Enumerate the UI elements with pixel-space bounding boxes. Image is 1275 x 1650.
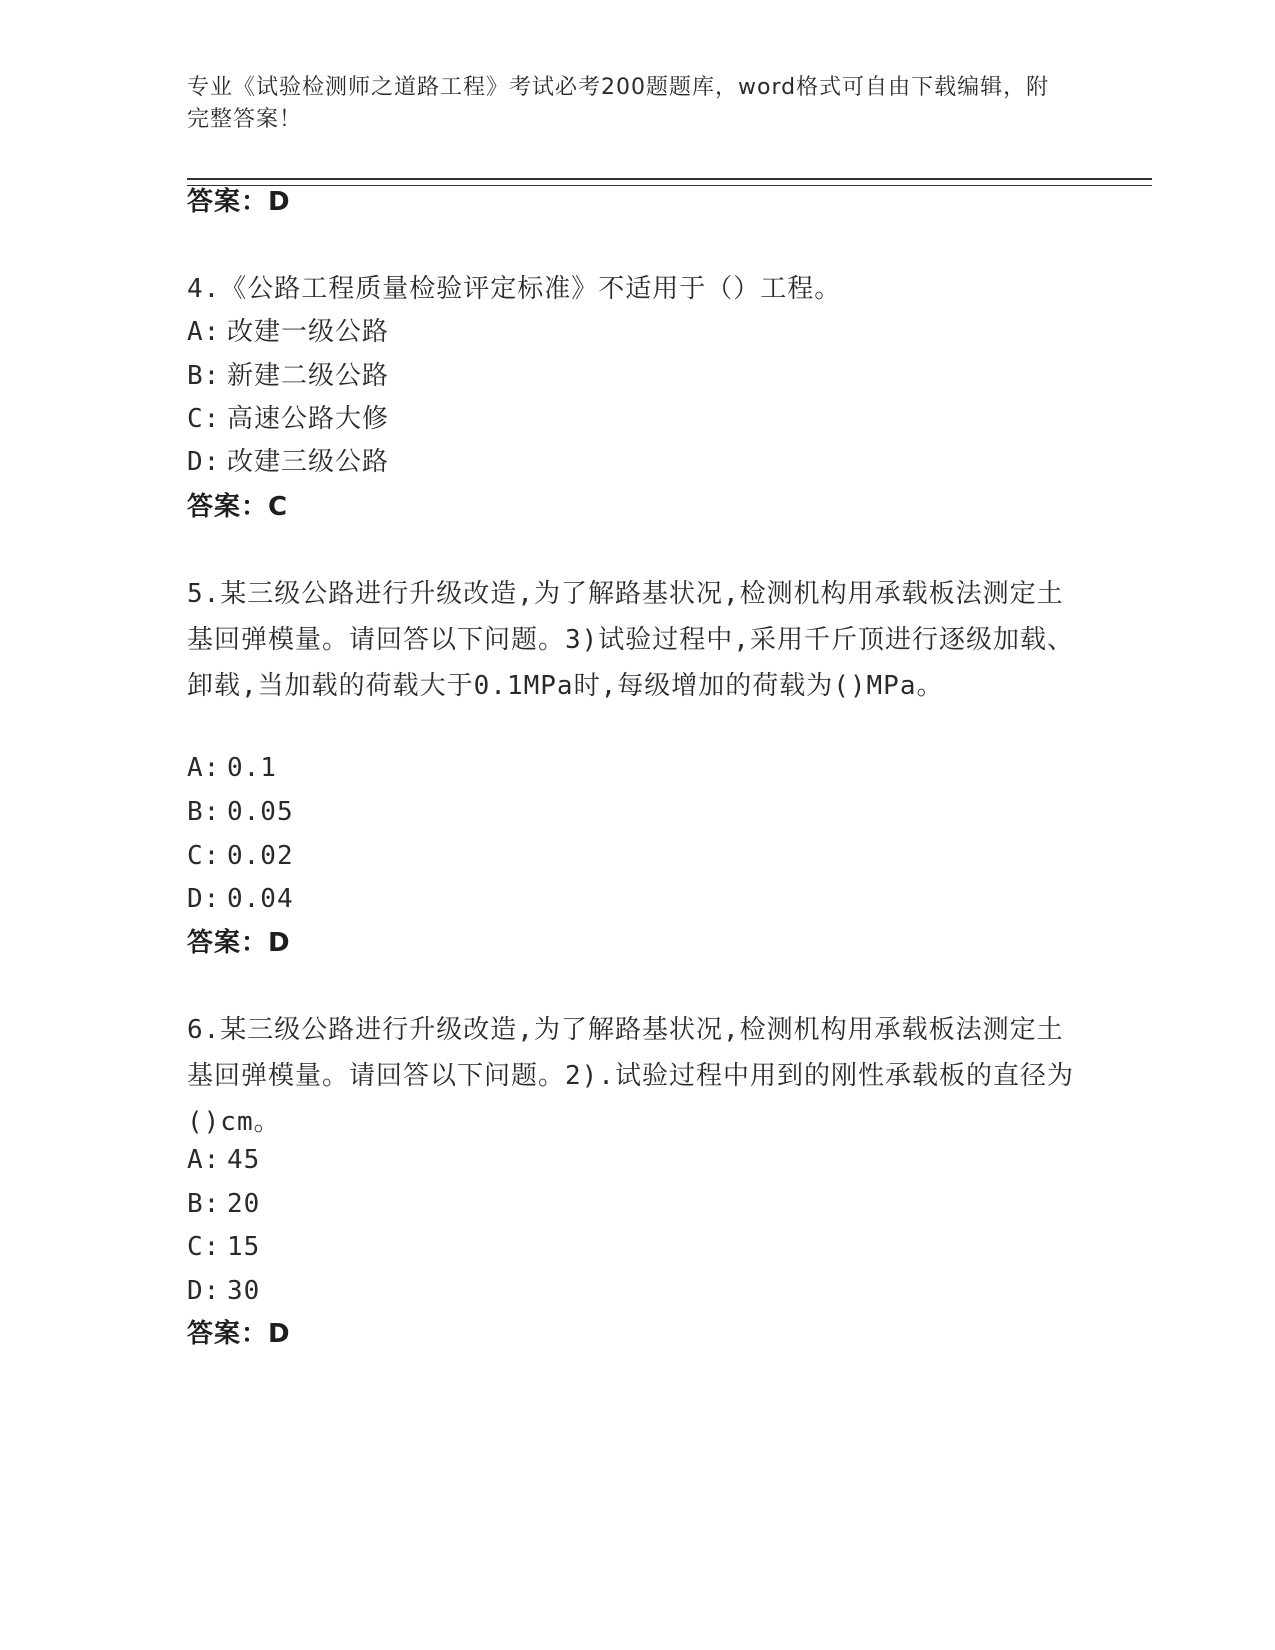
option-5d	[187, 881, 294, 917]
question-5: 5.某三级公路进行升级改造,为了解路基状况,检测机构用承载板法测定土基回弹模量。请回答以下问题。3)试验过程中,采用千斤顶进行逐级加载、卸载,当加载的荷载大于0.1MPa时,每级增加的荷载为()MPa。	[187, 579, 1074, 701]
option-text: 45	[227, 1145, 261, 1175]
option-5b	[187, 794, 294, 830]
option-6d	[187, 1273, 260, 1309]
option-label: D:	[187, 1276, 221, 1306]
option-text: 高速公路大修	[227, 404, 390, 434]
option-label: B:	[187, 797, 221, 827]
option-text: 0.02	[227, 841, 294, 871]
option-4c	[187, 401, 389, 437]
option-5c	[187, 838, 294, 874]
option-6c	[187, 1229, 260, 1265]
document-page	[187, 0, 1152, 1650]
option-text: 30	[227, 1276, 261, 1306]
header-divider	[187, 178, 1152, 186]
option-label: D:	[187, 884, 221, 914]
option-label: C:	[187, 404, 221, 434]
answer-5: 答案：D	[187, 928, 291, 958]
option-text: 15	[227, 1232, 261, 1262]
option-text: 改建一级公路	[227, 317, 390, 347]
option-text: 0.1	[227, 753, 277, 783]
option-5a	[187, 750, 277, 786]
option-text: 0.05	[227, 797, 294, 827]
option-4d	[187, 444, 389, 480]
option-text: 改建三级公路	[227, 447, 390, 477]
option-label: C:	[187, 1232, 221, 1262]
option-6b	[187, 1186, 260, 1222]
option-text: 0.04	[227, 884, 294, 914]
option-4a	[187, 314, 389, 350]
option-label: C:	[187, 841, 221, 871]
question-4: 4.《公路工程质量检验评定标准》不适用于（）工程。	[187, 274, 842, 304]
option-label: B:	[187, 1189, 221, 1219]
question-6: 6.某三级公路进行升级改造,为了解路基状况,检测机构用承载板法测定土基回弹模量。请回答以下问题。2).试验过程中用到的刚性承载板的直径为()cm。	[187, 1015, 1074, 1137]
answer-6: 答案：D	[187, 1319, 291, 1349]
option-label: D:	[187, 447, 221, 477]
option-label: A:	[187, 753, 221, 783]
option-text: 新建二级公路	[227, 361, 390, 391]
option-label: A:	[187, 317, 221, 347]
option-6a	[187, 1142, 260, 1178]
option-text: 20	[227, 1189, 261, 1219]
option-4b	[187, 358, 389, 394]
answer-prev: 答案：D	[187, 187, 291, 217]
answer-4: 答案：C	[187, 492, 289, 522]
option-label: A:	[187, 1145, 221, 1175]
document-header: 专业《试验检测师之道路工程》考试必考200题题库，word格式可自由下载编辑，附完整答案！	[187, 75, 1050, 132]
option-label: B:	[187, 361, 221, 391]
